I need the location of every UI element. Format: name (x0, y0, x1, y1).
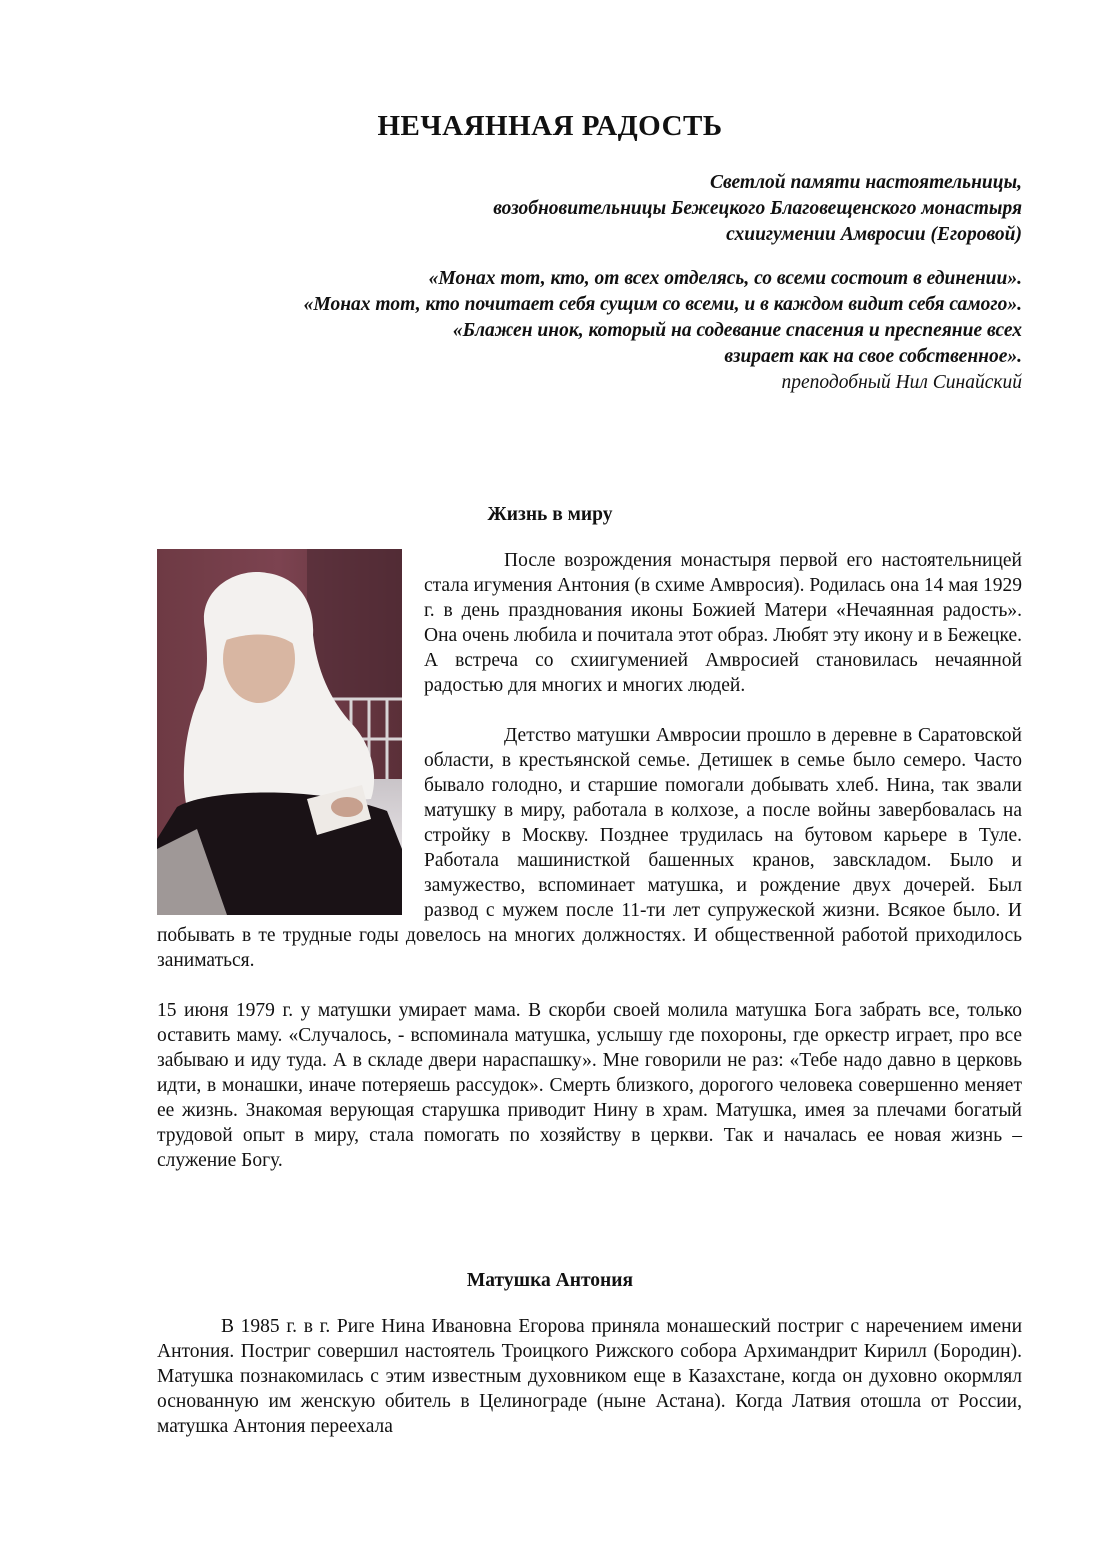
section-body-life-in-world (157, 548, 1022, 1173)
epigraph (304, 266, 1022, 396)
paragraph: 15 июня 1979 г. у матушки умирает мама. В скорби своей молила матушка Бога забрать все, только оставить маму. «Случалось, - вспоминала матушка, услышу где похороны, где оркестр играет, про все забываю и иду туда. А в складе двери нараспашку». Мне говорили не раз: «Тебе надо давно в церковь идти, в монашки, иначе потеряешь рассудок». Смерть близкого, дорогого человека совершенно меняет ее жизнь. Знакомая верующая старушка приводит Нину в храм. Матушка, имея за плечами богатый трудовой опыт в миру, стала помогать по хозяйству в церкви. Так и началась ее новая жизнь – служение Богу. (157, 1000, 1022, 1171)
paragraph: Детство матушки Амвросии прошло в деревне в Саратовской области, в крестьянской семье. Детишек в семье было семеро. Часто бывало голодно, и старшие помогали добывать хлеб. Нина, так звали матушку в миру, работала в колхозе, а после войны завербовалась на стройку в Москву. Позднее трудилась на бутовом карьере в Туле. Работала машинисткой башенных кранов, завскладом. Было и замужество, вспоминает матушка, и рождение двух дочерей. Был развод с мужем после 11-ти лет супружеской жизни. Всякое было. И побывать в те трудные годы довелось на многих должностях. И общественной работой приходилось заниматься. (157, 725, 1022, 971)
document-title: НЕЧАЯННАЯ РАДОСТЬ (377, 110, 723, 142)
portrait-photo (157, 549, 402, 915)
dedication (493, 170, 1022, 248)
dedication-line: схиигумении Амвросии (Егоровой) (726, 224, 1022, 245)
dedication-line: Светлой памяти настоятельницы, (709, 172, 1022, 193)
section-body-mother-antonia (157, 1314, 1022, 1439)
epigraph-line: «Монах тот, кто, от всех отделясь, со всеми состоит в единении». (428, 268, 1022, 289)
epigraph-author: преподобный Нил Синайский (781, 372, 1022, 393)
epigraph-line: «Блажен инок, который на содевание спасения и преспеяние всех (452, 320, 1022, 341)
dedication-line: возобновительницы Бежецкого Благовещенского монастыря (493, 198, 1022, 219)
epigraph-line: «Монах тот, кто почитает себя сущим со всеми, и в каждом видит себя самого». (303, 294, 1022, 315)
section-heading-life-in-world: Жизнь в миру (487, 504, 613, 525)
section-heading-mother-antonia: Матушка Антония (466, 1270, 634, 1291)
paragraph: После возрождения монастыря первой его настоятельницей стала игумения Антония (в схиме Амвросия). Родилась она 14 мая 1929 г. в день празднования иконы Божией Матери «Нечаянная радость». Она очень любила и почитала этот образ. Любят эту икону и в Бежецке. А встреча со схиигуменией Амвросией становилась нечаянной радостью для многих и многих людей. (424, 550, 1022, 696)
epigraph-line: взирает как на свое собственное». (724, 346, 1022, 367)
paragraph: В 1985 г. в г. Риге Нина Ивановна Егорова приняла монашеский постриг с наречением имени Антония. Постриг совершил настоятель Троицкого Рижского собора Архимандрит Кирилл (Бородин). Матушка познакомилась с этим известным духовником еще в Казахстане, когда он духовно окормлял основанную им женскую обитель в Целинограде (ныне Астана). Когда Латвия отошла от России, матушка Антония переехала (157, 1316, 1022, 1437)
